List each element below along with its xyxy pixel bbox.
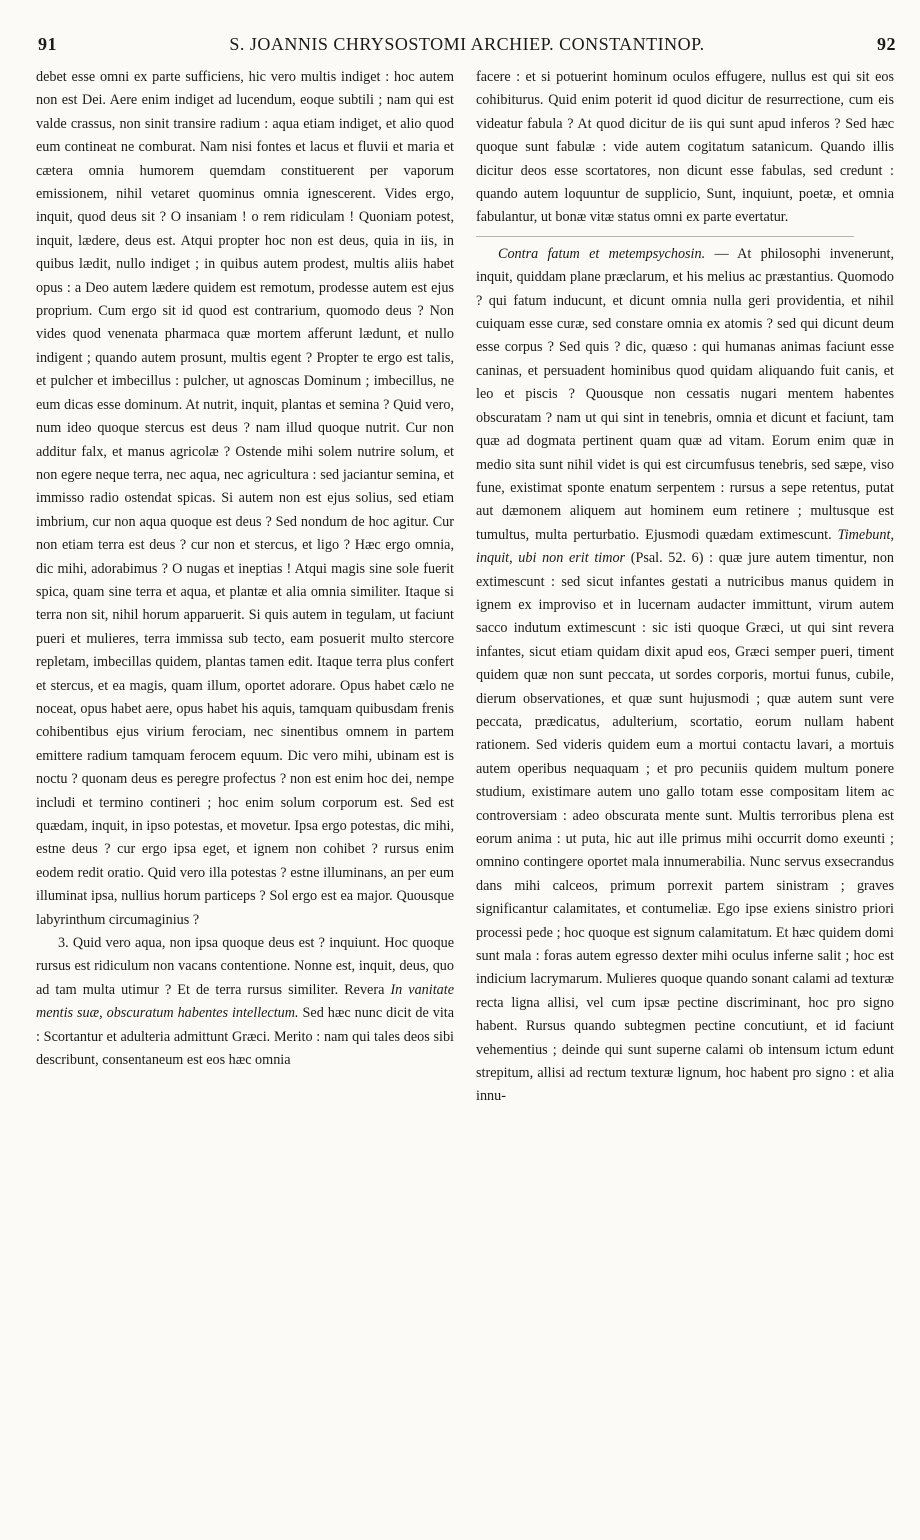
scripture-quote: In vanitate mentis suæ, obscuratum habentes intellectum. [36,981,454,1022]
section-3-continued: Sed hæc nunc dicit de vita : Scortantur et adulteria admittunt Græci. Merito : nam qui tales deos sibi describunt, consentaneum est eos hæc omnia [36,1005,454,1069]
right-paragraph-2 [476,243,894,1109]
section-divider [476,236,854,237]
right-paragraph-2-text: — At philosophi invenerunt, inquit, quiddam plane præclarum, et his melius ac præstantius. Quomodo ? qui fatum inducunt, et dicunt omnia nulla geri providentia, et nihil cuiquam esse curæ, sed constare omnia ex atomis ? sed qui dicunt deum esse corpus ? Sed quis ? dic, quæso : qui humanas animas faciunt esse caninas, et persuadent hominibus quod quidam aliquando fuit canis, et leo et piscis ? Quousque non cessatis nugari mentem habentes obscuratam ? nam ut qui sint in tenebris, omnia et dicunt et faciunt, tam quæ ad dogmata pertinent quam quæ ad vitam. Eorum enim quæ in medio sita sunt nihil videt is qui est circumfusus tenebris, sed sæpe, viso fune, existimat sponte enatum serpentem : rursus a sepe retentus, putat aut dæmonem aliquem aut hominem eum retinere ; multusque est tumultus, multa perturbatio. Ejusmodi quædam extimescunt. [476,245,895,543]
left-column [36,66,454,1072]
running-title: S. JOANNIS CHRYSOSTOMI ARCHIEP. CONSTANTINOP. [229,34,705,54]
section-heading: Contra fatum et metempsychosin. [498,245,706,262]
running-header [38,34,896,58]
right-paragraph-2-continued: : quæ jure autem timentur, non extimescunt : sed sicut infantes gestati a nutricibus manus quidem in ignem ex improviso et in lucernam audacter immittunt, virum autem sacco indutum extimescunt : sic isti quoque Græci, ut qui sint revera infantes, sicut etiam quidam dixit apud eos, Græci semper pueri, timent quidem quæ non sunt peccata, ut sordes corporis, mortui funus, cubile, dierum observationes, et quæ sunt hujusmodi ; quæ autem sunt vere peccata, prædicatus, adulterium, scortatio, eorum nullam habent rationem. Sed videris quidem eum a mortui contactu lavari, a mortuis autem operibus nequaquam ; et pro pecuniis quidem multum ponere studium, existimare autem uno gallo totam esse compositam litem ac controversiam : adeo obscurata mente sunt. Multis terroribus plena est eorum anima : ut puta, hic aut ille primus mihi occurrit domo exeunti ; omnino contingere oportet mala innumerabilia. Nunc servus exsecrandus dans mihi calceos, primum porrexit partem sinistram ; graves significantur calamitates, et contumeliæ. Ego ipse exiens sinistro priori processi pede ; hoc quoque est signum calamitatum. Et hæc quidem domi sunt mala : foras autem egresso dexter mihi oculus inferne salit ; hoc est indicium lacrymarum. Mulieres quoque quando sonant calami ad texturæ recta ligna allisi, vel cum ipsæ pectine discriminant, hoc pro signo habent. Rursus quando subtegmen pectine concutiunt, et id faciunt vehementius ; deinde qui sunt superne calami ob intensum ictum edunt strepitum, allisi ad rectum texturæ lignum, hoc habent pro signo : et alia innu- [476,550,895,1105]
page-number-left: 91 [38,34,57,54]
page-number-right: 92 [877,34,896,54]
left-paragraph-1: debet esse omni ex parte sufficiens, hic vero multis indiget : hoc autem non est Dei. Aere enim indiget ad lucendum, eoque subtili ; nam qui est valde crassus, non sinit transire radium : aqua etiam indiget, et alio quod eum contineat ne comburat. Nam nisi fontes et lacus et fluvii et maria et cætera omnia humorem quemdam constituerent per vaporum emissionem, nihil vetaret quominus omnia ignescerent. Vides ergo, inquit, quod deus sit ? O insaniam ! o rem ridiculam ! Quoniam potest, inquit, lædere, deus est. Atqui propter hoc non est deus, quia in iis, in quibus lædit, nullo indiget ; in quibus autem prodest, multis aliis habet opus : a Deo autem lædere quidem est remotum, prodesse autem est ejus proprium. Cum ergo sit id quod est contrarium, quomodo deus ? Non vides quod venenata pharmaca quæ mortem afferunt lædunt, et nullo indigent ; quando autem prosunt, multis egent ? Propter te ergo est talis, et pulcher et imbecillus : pulcher, ut agnoscas Dominum ; imbecillus, ne eum dicas esse dominum. At nutrit, inquit, plantas et semina ? Quid vero, num ideo quoque stercus est deus ? nam illud quoque nutrit. Cur non additur falx, et manus agricolæ ? Ostende mihi solem nutrire solum, et non egere neque terra, nec aqua, nec agricultura : sed jaciantur semina, et immisso radio ostendat spicas. Si autem non est ejus solius, sed etiam imbrium, cur non aqua quoque est deus ? Sed nondum de hoc agitur. Cur non etiam terra est deus ? cur non et stercus, et ligo ? Hæc ergo omnia, dic mihi, adorabimus ? O nugas et ineptias ! Atqui magis sine sole fuerit spica, quam sine terra et aqua, et plantæ et alia omnia similiter. Itaque si terra non sit, nihil horum apparuerit. Si quis autem in tegulam, ut faciunt pueri et mulieres, terra immissa sub tecto, eam posuerit multo stercore repletam, imbecillas quidem, plantas tamen edit. Itaque terra plus confert et stercus, et ea magis, quam illum, oportet adorare. Opus habet cælo ne noceat, opus habet aere, opus habet his aquis, tamquam quibusdam frenis cohibentibus ejus virium ferociam, nec sinentibus omnem in partem emittere radium tamquam ferocem equum. Dic vero mihi, ubinam est is noctu ? quonam deus es peregre profectus ? non est enim hoc dei, nempe includi et termino contineri ; hoc enim solum corporum est. Sed est quædam, inquit, in ipso potestas, et movetur. Ipsa ergo potestas, dic mihi, estne deus ? cur ergo ipsa eget, et ignem non cohibet ? rursus enim eodem redit oratio. Quid vero illa potestas ? estne illuminans, an per eum illuminat ipsa, nullius horum particeps ? Sol ergo est ea major. Quousque labyrinthum circumaginius ? [36,69,454,928]
psalm-quote: Timebunt, inquit, ubi non erit timor [476,526,894,567]
section-3-text: 3. Quid vero aqua, non ipsa quoque deus est ? inquiunt. Hoc quoque rursus est ridiculum non vacans contentione. Nonne est, inquit, deus, quo ad tam multa utimur ? Et de terra rursus similiter. Revera [36,935,454,998]
left-paragraph-2 [36,932,454,1072]
psalm-reference: (Psal. 52. 6) [630,550,704,567]
right-paragraph-1: facere : et si potuerint hominum oculos effugere, nullus est qui sit eos cohibiturus. Quid enim poterit id quod dicitur de resurrectione, cum eis videatur fabula ? At quod dicitur de iis qui sunt apud inferos ? Sed hæc quoque sunt fabulæ : vide autem cogitatum satanicum. Quando illis dicitur deos esse scortatores, non dicunt esse fabulas, sed credunt : quando autem loquuntur de supplicio, Sunt, inquiunt, poetæ, et omnia fabulantur, ut bonæ vitæ status omni ex parte evertatur. [476,69,894,226]
right-column [476,66,894,1109]
